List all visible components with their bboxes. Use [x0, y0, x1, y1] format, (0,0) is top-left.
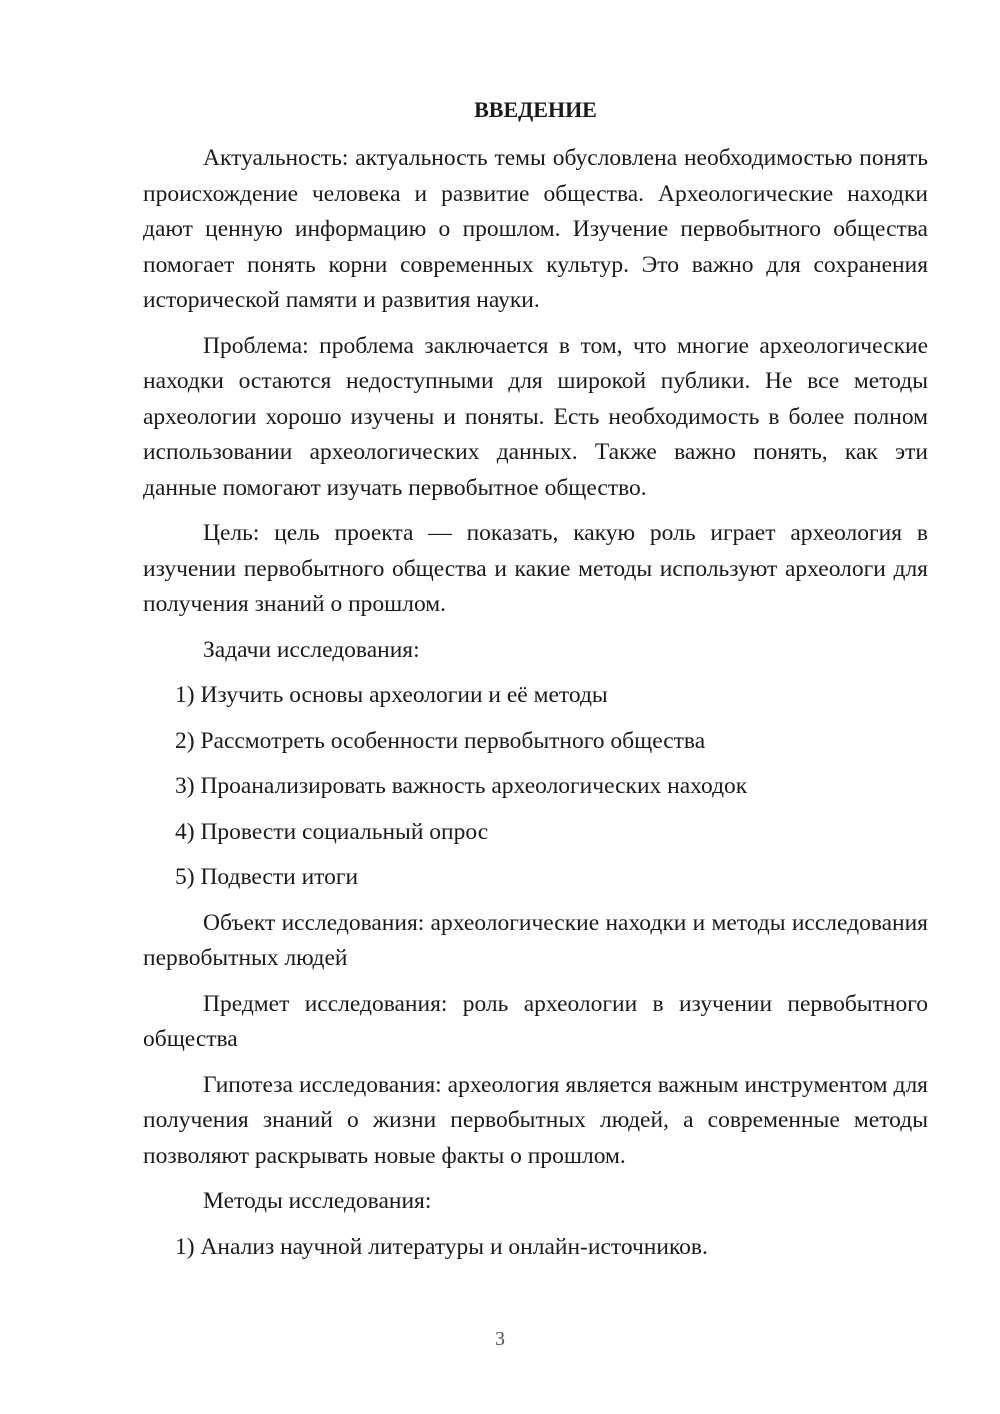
task-item: 3) Проанализировать важность археологических находок	[175, 773, 748, 799]
goal-paragraph: Цель: цель проекта — показать, какую роль играет археология в изучении первобытного общества и какие методы используют археологи для получения знаний о прошлом.	[143, 520, 928, 617]
document-page	[143, 92, 928, 1275]
task-item: 2) Рассмотреть особенности первобытного общества	[175, 727, 706, 754]
method-item: 1) Анализ научной литературы и онлайн-источников.	[175, 1233, 708, 1260]
object-paragraph: Объект исследования: археологические находки и методы исследования первобытных людей	[143, 909, 928, 971]
section-title: ВВЕДЕНИЕ	[474, 97, 597, 122]
hypothesis-paragraph: Гипотеза исследования: археология является важным инструментом для получения знаний о жизни первобытных людей, а современные методы позволяют раскрывать новые факты о прошлом.	[143, 1071, 928, 1169]
page-number: 3	[495, 1328, 505, 1350]
task-item: 4) Провести социальный опрос	[175, 818, 489, 845]
task-item: 1) Изучить основы археологии и её методы	[175, 682, 608, 708]
methods-list	[143, 1230, 928, 1266]
relevance-paragraph: Актуальность: актуальность темы обусловлена необходимостью понять происхождение человека и развитие общества. Археологические находки дают ценную информацию о прошлом. Изучение первобытного общества помогает понять корни современных культур. Это важно для сохранения исторической памяти и развития науки.	[143, 145, 928, 313]
tasks-heading: Задачи исследования:	[203, 636, 420, 663]
methods-heading: Методы исследования:	[203, 1188, 432, 1214]
problem-paragraph: Проблема: проблема заключается в том, что многие археологические находки остаются недоступными для широкой публики. Не все методы археологии хорошо изучены и поняты. Есть необходимость в более полном использовании археологических данных. Также важно понять, как эти данные помогают изучать первобытное общество.	[143, 332, 928, 501]
subject-paragraph: Предмет исследования: роль археологии в изучении первобытного общества	[143, 990, 928, 1052]
task-item: 5) Подвести итоги	[175, 864, 359, 890]
tasks-list	[143, 678, 928, 896]
